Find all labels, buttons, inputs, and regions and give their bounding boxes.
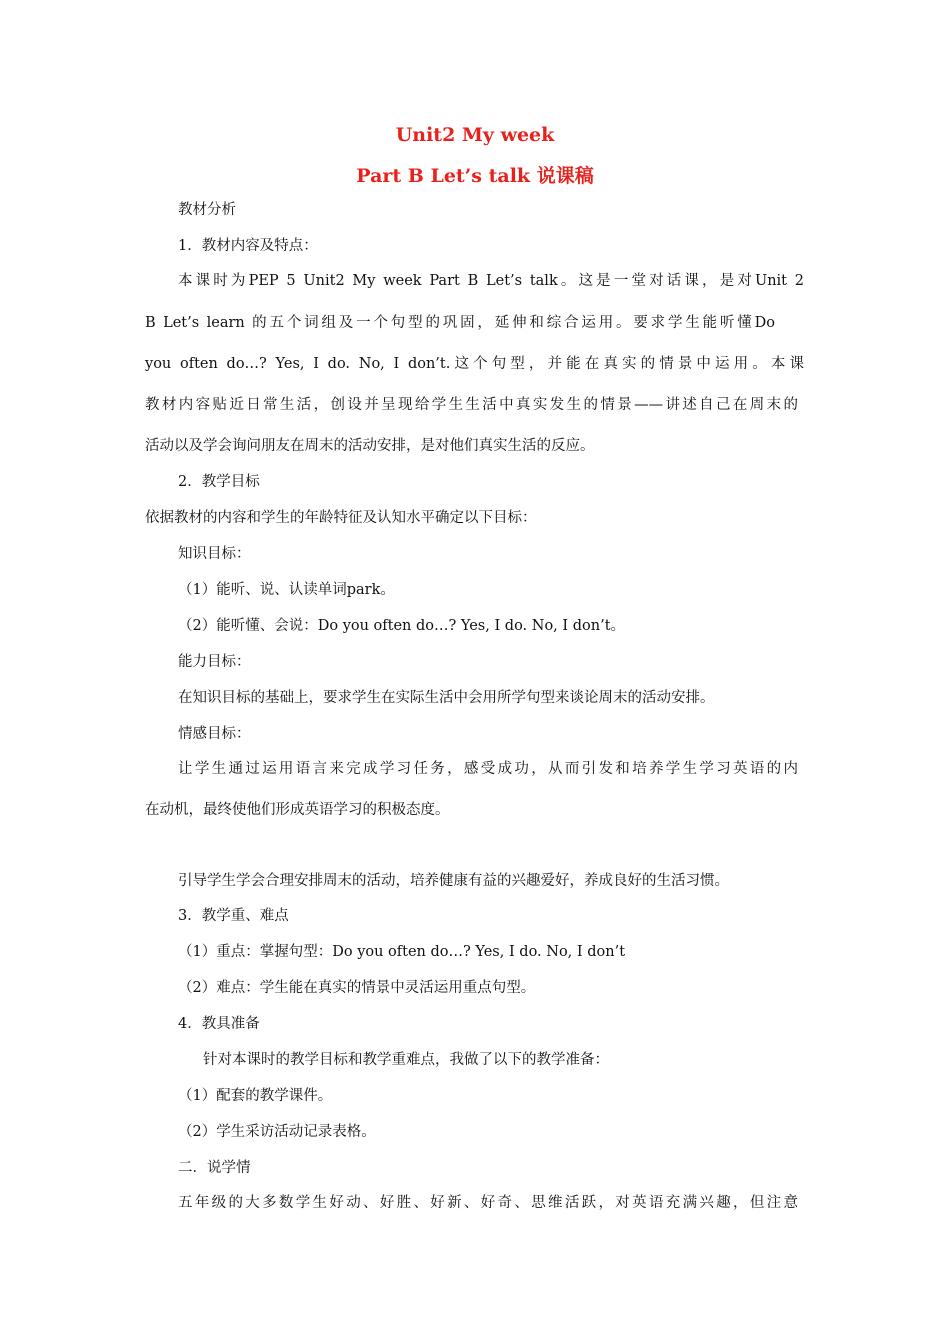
heading-key-points: 3．教学重、难点: [178, 908, 289, 924]
paragraph-line: 针对本课时的教学目标和教学重难点，我做了以下的教学准备：: [203, 1052, 609, 1068]
list-item: （2）学生采访活动记录表格。: [178, 1124, 376, 1140]
paragraph-line: 在知识目标的基础上，要求学生在实际生活中会用所学句型来谈论周末的活动安排。: [178, 690, 715, 706]
document-subtitle: Part B Let’s talk 说课稿: [356, 165, 594, 187]
document-title: Unit2 My week: [395, 124, 555, 146]
paragraph-line: 依据教材的内容和学生的年龄特征及认知水平确定以下目标：: [145, 510, 537, 526]
heading-content-features: 1．教材内容及特点：: [178, 238, 318, 254]
paragraph-line: you often do…? Yes, I do. No, I don’t.这个句型，并能在真实的情景中运用。本课: [145, 356, 804, 372]
heading-teaching-goals: 2．教学目标: [178, 474, 260, 490]
heading-teaching-aids: 4．教具准备: [178, 1016, 260, 1032]
list-item: （2）难点：学生能在真实的情景中灵活运用重点句型。: [178, 980, 536, 996]
paragraph-line: 五年级的大多数学生好动、好胜、好新、好奇、思维活跃，对英语充满兴趣，但注意: [178, 1195, 798, 1211]
section-heading-students: 二．说学情: [178, 1160, 251, 1176]
paragraph-line: 本课时为PEP 5 Unit2 My week Part B Let’s talk。这是一堂对话课，是对Unit 2: [178, 273, 804, 289]
paragraph-line: 活动以及学会询问朋友在周末的活动安排，是对他们真实生活的反应。: [145, 438, 595, 454]
list-item: （2）能听懂、会说：Do you often do…? Yes, I do. No, I don’t。: [178, 618, 626, 634]
list-item: （1）能听、说、认读单词park。: [178, 582, 395, 598]
list-item: （1）配套的教学课件。: [178, 1088, 333, 1104]
paragraph-line: 让学生通过运用语言来完成学习任务，感受成功，从而引发和培养学生学习英语的内: [178, 761, 798, 777]
subheading-ability-goals: 能力目标：: [178, 654, 251, 670]
paragraph-line: 教材内容贴近日常生活，创设并呈现给学生生活中真实发生的情景——讲述自己在周末的: [145, 397, 798, 413]
paragraph-line: 在动机，最终使他们形成英语学习的积极态度。: [145, 802, 450, 818]
paragraph-line: B Let’s learn 的五个词组及一个句型的巩固，延伸和综合运用。要求学生能听懂Do: [145, 315, 775, 331]
subheading-emotion-goals: 情感目标：: [178, 726, 251, 742]
subheading-knowledge-goals: 知识目标：: [178, 546, 251, 562]
list-item: （1）重点：掌握句型：Do you often do…? Yes, I do. No, I don’t: [178, 944, 626, 960]
section-heading-materials: 教材分析: [178, 202, 236, 218]
paragraph-line: 引导学生学会合理安排周末的活动，培养健康有益的兴趣爱好，养成良好的生活习惯。: [178, 873, 729, 889]
